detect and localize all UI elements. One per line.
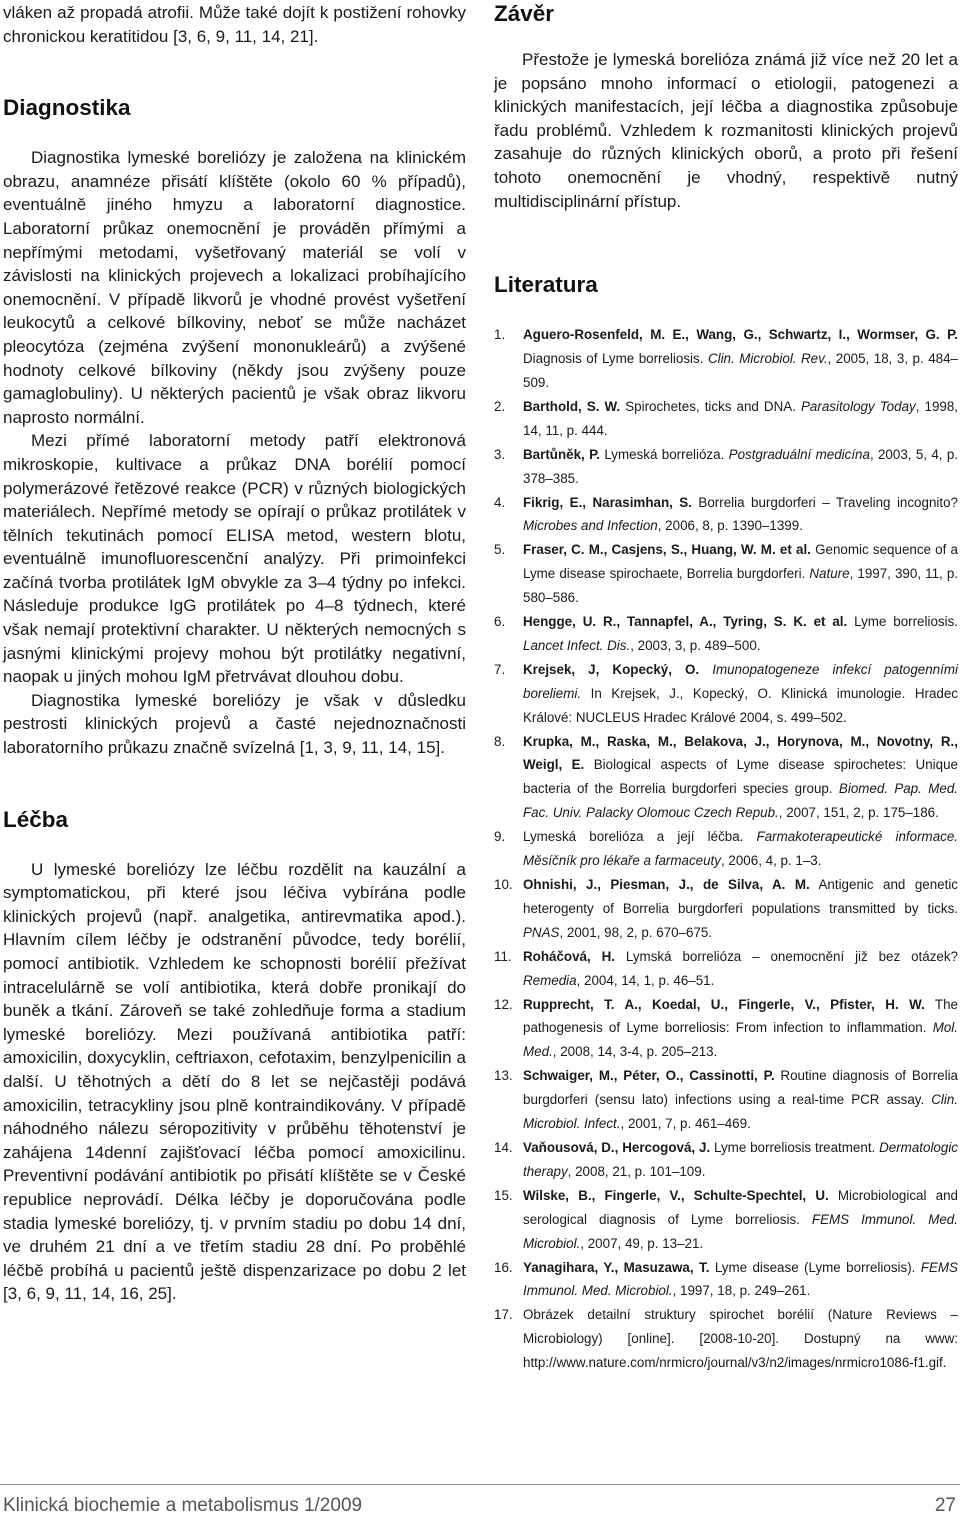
reference-authors: Ohnishi, J., Piesman, J., de Silva, A. M. xyxy=(523,877,810,892)
reference-title: Diagnosis of Lyme borreliosis. xyxy=(523,351,708,367)
reference-details: , 2007, 151, 2, p. 175–186. xyxy=(778,805,939,821)
reference-journal: Farmakoterapeutické informace. Měsíčník pro lékaře a farmaceuty xyxy=(523,829,959,869)
reference-number: 11. xyxy=(494,948,512,964)
reference-title: Lymeská borelióza a její léčba. xyxy=(523,829,757,845)
reference-title: Lyme disease (Lyme borreliosis). xyxy=(709,1259,921,1275)
reference-number: 7. xyxy=(494,661,506,677)
reference-journal: Parasitology Today xyxy=(800,398,916,414)
reference-authors: Yanagihara, Y., Masuzawa, T. xyxy=(523,1259,710,1275)
reference-journal: FEMS Immunol. Med. Microbiol. xyxy=(523,1259,958,1299)
reference-details: , 2008, 21, p. 101–109. xyxy=(567,1163,706,1179)
footer-divider xyxy=(0,1484,960,1485)
reference-authors: Fikrig, E., Narasimhan, S. xyxy=(523,494,692,510)
reference-item xyxy=(494,610,958,658)
reference-number: 9. xyxy=(494,829,506,845)
diagnostika-paragraph-1: Diagnostika lymeské boreliózy je založena na klinickém obrazu, anamnéze přisátí klíštěte (okolo 60 % případů), eventuálně jiného hmyzu a laboratorní diagnostice. Laboratorní průkaz onemocnění je prováděn přímými a nepřímými metodami, vyšetřovaný materiál se volí v závislosti na klinických projevech a lokalizaci probíhajícího onemocnění. V případě likvorů je vhodné provést vyšetření leukocytů a celkové bílkoviny, neboť se může nacházet pleocytóza (zejména zvýšení mononukleárů) a zvýšené hodnoty celkové bílkoviny (někdy jsou zvýšeny pouze gamaglobuliny). U některých pacientů je však obraz likvoru naprosto normální. xyxy=(3,148,466,427)
reference-number: 1. xyxy=(494,327,506,343)
reference-details: , 2006, 4, p. 1–3. xyxy=(720,853,822,869)
reference-journal: FEMS Immunol. Med. Microbiol. xyxy=(523,1211,958,1251)
reference-item xyxy=(494,658,958,730)
reference-authors: Hengge, U. R., Tannapfel, A., Tyring, S. K. et al. xyxy=(523,614,848,630)
reference-journal: Clin. Microbiol. Rev. xyxy=(707,351,828,367)
literatura-heading: Literatura xyxy=(494,272,598,298)
reference-journal: Dermatologic therapy xyxy=(523,1139,958,1179)
reference-title: Routine diagnosis of Borrelia burgdorferi (sensu lato) infections using a real-time PCR assay. xyxy=(523,1068,959,1108)
reference-item xyxy=(494,538,958,610)
reference-item xyxy=(494,1303,958,1375)
lecba-heading: Léčba xyxy=(3,806,69,832)
reference-authors: Fraser, C. M., Casjens, S., Huang, W. M. et al. xyxy=(523,542,811,558)
reference-journal: Nature xyxy=(809,566,850,582)
reference-title: Spirochetes, ticks and DNA. xyxy=(620,398,801,414)
reference-authors: Krejsek, J, Kopecký, O. xyxy=(523,661,700,677)
reference-details: In Krejsek, J., Kopecký, O. Klinická imunologie. Hradec Králové: NUCLEUS Hradec Králové 2004, s. 499–502. xyxy=(523,685,958,725)
left-column xyxy=(3,0,466,1306)
reference-number: 4. xyxy=(494,494,506,510)
zaver-paragraph: Přestože je lymeská borelióza známá již více než 20 let a je popsáno mnoho informací o etiologii, patogenezi a klinických manifestacích, její léčba a diagnostika způsobuje řadu problémů. Vzhledem k rozmanitosti klinických projevů zasahuje do různých klinických oborů, a proto při řešení tohoto onemocnění je vhodný, respektivě nutný multidisciplinární přístup. xyxy=(494,50,958,211)
diagnostika-heading: Diagnostika xyxy=(3,95,131,121)
reference-number: 5. xyxy=(494,542,506,558)
reference-details: , 2008, 14, 3-4, p. 205–213. xyxy=(552,1044,718,1060)
reference-number: 14. xyxy=(494,1139,513,1155)
reference-authors: Vaňousová, D., Hercogová, J. xyxy=(523,1139,711,1155)
reference-details: , 2003, 3, p. 489–500. xyxy=(630,637,761,653)
reference-title: Microbiological and serological diagnosis of Lyme borreliosis. xyxy=(523,1187,958,1227)
reference-item xyxy=(494,730,958,826)
reference-number: 3. xyxy=(494,446,506,462)
reference-title xyxy=(699,662,712,677)
intro-tail-paragraph: vláken až propadá atrofii. Může také dojít k postižení rohovky chronickou keratitidou [3, 6, 9, 11, 14, 21]. xyxy=(3,3,466,46)
reference-number: 12. xyxy=(494,996,513,1012)
reference-journal: PNAS xyxy=(523,924,560,940)
reference-item xyxy=(494,825,958,873)
reference-journal: Microbes and Infection xyxy=(523,518,658,534)
reference-list xyxy=(494,323,958,1375)
reference-authors: Schwaiger, M., Péter, O., Cassinotti, P. xyxy=(523,1068,775,1084)
reference-authors: Krupka, M., Raska, M., Belakova, J., Horynova, M., Novotny, R., Weigl, E. xyxy=(523,733,958,773)
reference-title: Lyme borreliosis treatment. xyxy=(710,1139,880,1155)
reference-details: , 2007, 49, p. 13–21. xyxy=(580,1235,704,1251)
reference-number: 2. xyxy=(494,398,506,414)
footer-page-number: 27 xyxy=(934,1495,956,1516)
reference-title: Biological aspects of Lyme disease spirochetes: Unique bacteria of the Borrelia burgdorferi species group. xyxy=(523,757,958,797)
reference-details: , 2003, 5, 4, p. 378–385. xyxy=(523,446,958,486)
reference-number: 10. xyxy=(494,877,513,892)
reference-authors: Barthold, S. W. xyxy=(523,398,621,414)
reference-item xyxy=(494,1256,958,1304)
reference-journal: Clin. Microbiol. Infect. xyxy=(523,1092,958,1132)
reference-journal: Biomed. Pap. Med. Fac. Univ. Palacky Olomouc Czech Repub. xyxy=(523,781,958,821)
reference-number: 6. xyxy=(494,614,506,630)
footer-journal-name: Klinická biochemie a metabolismus 1/2009 xyxy=(3,1495,363,1516)
reference-item xyxy=(494,1064,958,1136)
reference-journal: Mol. Med. xyxy=(523,1020,958,1060)
reference-item xyxy=(494,395,958,443)
reference-item xyxy=(494,1184,958,1256)
reference-title: Antigenic and genetic heterogenty of Borrelia burgdorferi populations transmitted by ticks. xyxy=(523,877,958,916)
reference-number: 15. xyxy=(494,1187,513,1203)
reference-authors: Bartůněk, P. xyxy=(523,446,601,462)
reference-item xyxy=(494,323,958,395)
lecba-paragraph-1: U lymeské boreliózy lze léčbu rozdělit na kauzální a symptomatickou, při které jsou léčiva vybírána podle klinických projevů (např. analgetika, antirevmatika apod.). Hlavním cílem léčby je odstranění původce, tedy borélií, pomocí antibiotik. Vzhledem ke schopnosti borélií přežívat intracelulárně se volí antibiotika, která dobře pronikají do buněk a tkání. Zároveň se také zohledňuje forma a stadium lymeské boreliózy. Mezi používaná antibiotika patří: amoxicilin, doxycyklin, ceftriaxon, cefotaxim, benzylpenicilin a další. U těhotných a dětí do 8 let se nejčastěji podává amoxicilin, tetracykliny jsou plně kontraindikovány. V případě náhodného nálezu séropozitivity v průběhu těhotenství je zahájena 14denní zajišťovací léčba pomocí amoxicilinu. Preventivní podávání antibiotik po přisátí klíštěte se v České republice neprovádí. Délka léčby je doporučována podle stadia lymeské boreliózy, tj. v prvním stadiu po dobu 14 dní, ve druhém 21 dní a ve třetím stadiu 28 dní. Po proběhlé léčbě probíhá u pacientů ještě dispenzarizace po dobu 2 let [3, 6, 9, 11, 14, 16, 25]. xyxy=(3,859,466,1304)
reference-journal: Lancet Infect. Dis. xyxy=(523,637,631,653)
reference-item xyxy=(494,945,958,993)
reference-title: Obrázek detailní struktury spirochet borélií (Nature Reviews – Microbiology) [online]. [2008-10-20]. Dostupný na www: http://www.nature.com/nrmicro/journal/v3/n2/images/nrmicro1086-f1.gif. xyxy=(523,1307,958,1371)
zaver-heading: Závěr xyxy=(494,1,555,26)
reference-authors: Rupprecht, T. A., Koedal, U., Fingerle, V., Pfister, H. W. xyxy=(523,996,925,1012)
reference-details: , 1998, 14, 11, p. 444. xyxy=(523,398,959,438)
reference-journal: Postgraduální medicína xyxy=(728,446,870,462)
reference-details: , 2001, 7, p. 461–469. xyxy=(620,1116,751,1132)
reference-journal: Remedia xyxy=(523,972,577,988)
reference-title: Genomic sequence of a Lyme disease spirochaete, Borrelia burgdorferi. xyxy=(523,542,959,582)
reference-number: 17. xyxy=(494,1307,513,1323)
reference-details: , 2005, 18, 3, p. 484–509. xyxy=(523,351,958,390)
diagnostika-paragraph-2: Mezi přímé laboratorní metody patří elektronová mikroskopie, kultivace a průkaz DNA borélií pomocí polymerázové řetězové reakce (PCR) v různých biologických materiálech. Nepřímé metody se opírají o průkaz protilátek v tělních tekutinách pomocí ELISA metod, western blotu, eventuálně imunofluorescenční analýzy. Při primoinfekci začíná tvorba protilátek IgM obvykle za 3–4 týdny po infekci. Následuje produkce IgG protilátek po 4–8 týdnech, které však nemají protektivní charakter. U některých nemocných s jasnými klinickými projevy mohou být protilátky negativní, naopak u jiných mohou IgM přetrvávat dlouhou dobu. xyxy=(3,431,466,687)
reference-details: , 2001, 98, 2, p. 670–675. xyxy=(559,924,713,940)
reference-authors: Wilske, B., Fingerle, V., Schulte-Spechtel, U. xyxy=(523,1187,829,1203)
reference-number: 8. xyxy=(494,733,506,749)
reference-item xyxy=(494,993,958,1065)
reference-details: , 2004, 14, 1, p. 46–51. xyxy=(576,972,715,988)
diagnostika-paragraph-3: Diagnostika lymeské boreliózy je však v důsledku pestrosti klinických projevů a časté nejednoznačnosti laboratorního průkazu značně svízelná [1, 3, 9, 11, 14, 15]. xyxy=(3,690,466,758)
reference-title: Borrelia burgdorferi – Traveling incognito? xyxy=(691,494,958,510)
reference-details: , 1997, 390, 11, p. 580–586. xyxy=(523,566,958,606)
reference-authors: Aguero-Rosenfeld, M. E., Wang, G., Schwartz, I., Wormser, G. P. xyxy=(523,327,958,343)
reference-title: The pathogenesis of Lyme borreliosis: From infection to inflammation. xyxy=(523,996,958,1036)
reference-title: Lyme borreliosis. xyxy=(847,614,958,630)
right-column xyxy=(494,0,958,1375)
reference-number: 13. xyxy=(494,1068,513,1084)
reference-title: Lymská borrelióza – onemocnění již bez otázek? xyxy=(615,948,958,964)
reference-item xyxy=(494,1136,958,1184)
reference-authors: Roháčová, H. xyxy=(523,948,616,964)
reference-item xyxy=(494,443,958,491)
reference-number: 16. xyxy=(494,1259,513,1275)
reference-item xyxy=(494,873,958,945)
reference-item xyxy=(494,491,958,539)
reference-details: , 2006, 8, p. 1390–1399. xyxy=(657,518,803,534)
reference-journal: Imunopatogeneze infekcí patogenními boreliemi. xyxy=(523,661,958,701)
reference-title: Lymeská borrelióza. xyxy=(600,446,729,462)
reference-details: , 1997, 18, p. 249–261. xyxy=(672,1283,811,1299)
